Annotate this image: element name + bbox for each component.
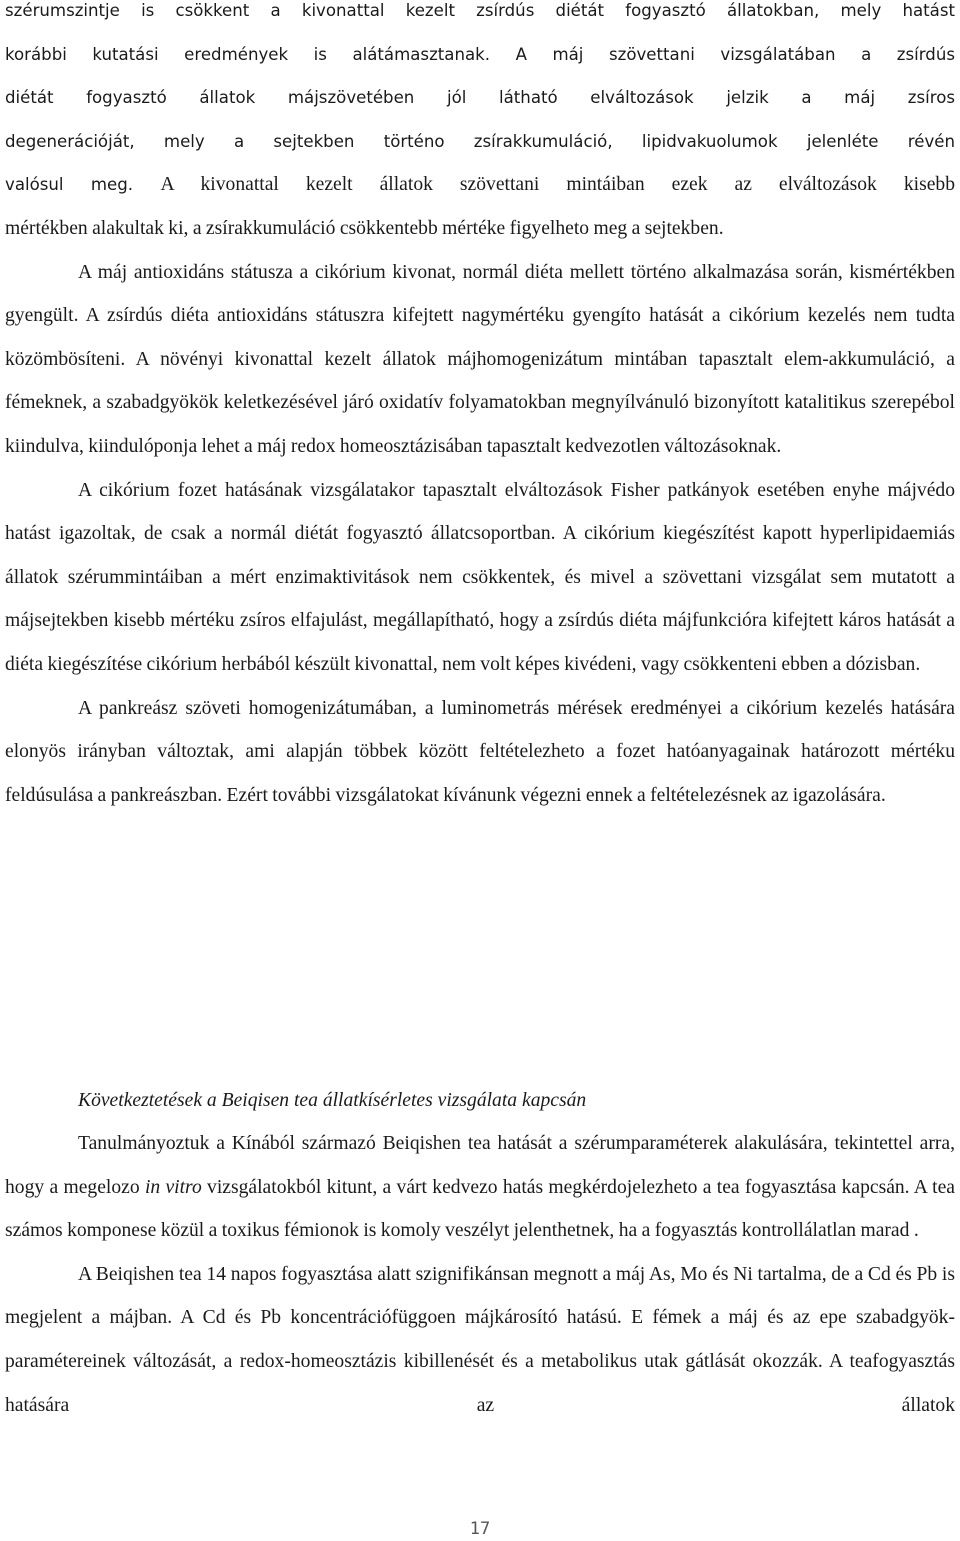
paragraph-line: korábbi kutatási eredmények is alátámasztanak. A máj szövettani vizsgálatában a zsírdús [5,44,955,64]
paragraph: A cikórium fozet hatásának vizsgálatakor tapasztalt elváltozások Fisher patkányok esetében enyhe májvédo hatást igazoltak, de csak a normál diétát fogyasztó állatcsoportban. A cikórium kiegészítést kapott hyperlipidaemiás állatok szérummintáiban a mért enzimaktivitások nem csökkentek, és mivel a szövettani vizsgálat sem mutatott a májsejtekben kisebb mértéku zsíros elfajulást, megállapítható, hogy a zsírdús diéta májfunkcióra kifejtett káros hatását a diéta kiegészítése cikórium herbából készült kivonattal, nem volt képes kivédeni, vagy csökkenteni ebben a dózisban. [5,479,955,675]
paragraph-line: szérumszintje is csökkent a kivonattal kezelt zsírdús diétát fogyasztó állatokban, mely hatást [5,1,955,20]
paragraph-line: mértékben alakultak ki, a zsírakkumuláció csökkentebb mértéke figyelheto meg a sejtekben. [5,217,724,239]
section-heading: Következtetések a Beiqisen tea állatkísérletes vizsgálata kapcsán [78,1090,587,1111]
paragraph [5,1122,955,1253]
paragraph-line [5,163,955,207]
italic-term: in vitro [144,1176,202,1198]
body-text-upper [5,0,955,817]
paragraph-fragment: vizsgálatokból kitunt, a várt kedvezo hatás megkérdojelezheto a tea fogyasztása kapcsán. A tea számos komponese közül a toxikus fémionok is komoly veszélyt jelenthetnek, ha a fogyasztás kontrollálatlan marad . [5,1176,955,1242]
paragraph: A máj antioxidáns státusza a cikórium kivonat, normál diéta mellett történo alkalmazása során, kismértékben gyengült. A zsírdús diéta antioxidáns státuszra kifejtett nagymértéku gyengíto hatását a cikórium kezelés nem tudta közömbösíteni. A növényi kivonattal kezelt állatok májhomogenizátum mintában tapasztalt elem-akkumuláció, a fémeknek, a szabadgyökök keletkezésével járó oxidatív folyamatokban megnyílvánuló bizonyított katalitikus szerepébol kiindulva, kiindulóponja lehet a máj redox homeosztázisában tapasztalt kedvezotlen változásoknak. [5,261,955,457]
page-number: 17 [469,1519,491,1539]
paragraph: A Beiqishen tea 14 napos fogyasztása alatt szignifikánsan megnott a máj As, Mo és Ni tartalma, de a Cd és Pb is megjelent a májban. A Cd és Pb koncentrációfüggoen májkárosító hatású. E fémek a máj és az epe szabadgyök-paramétereinek változását, a redox-homeosztázis kibillenését és a metabolikus utak gátlását okozzák. A teafogyasztás hatására az állatok [5,1263,955,1416]
paragraph-line: degenerációját, mely a sejtekben történo zsírakkumuláció, lipidvakuolumok jelenléte révén [5,131,955,151]
paragraph-fragment: Tanulmányoztuk a Kínából származó Beiqishen tea hatását a szérumparaméterek alakulására, tekintettel arra, hogy a megelozo [5,1133,955,1198]
body-text-lower [5,1122,955,1427]
paragraph-fragment: A kivonattal kezelt állatok szövettani mintáiban ezek az elváltozások kisebb [160,174,955,196]
paragraph-fragment: valósul meg. [5,175,161,195]
paragraph-line: diétát fogyasztó állatok májszövetében jól látható elváltozások jelzik a máj zsíros [5,88,955,108]
paragraph: A pankreász szöveti homogenizátumában, a luminometrás mérések eredményei a cikórium kezelés hatására elonyös irányban változtak, ami alapján többek között feltételezheto a fozet hatóanyagainak határozott mértéku feldúsulása a pankreászban. Ezért további vizsgálatokat kívánunk végezni ennek a feltételezésnek az igazolására. [5,697,955,806]
